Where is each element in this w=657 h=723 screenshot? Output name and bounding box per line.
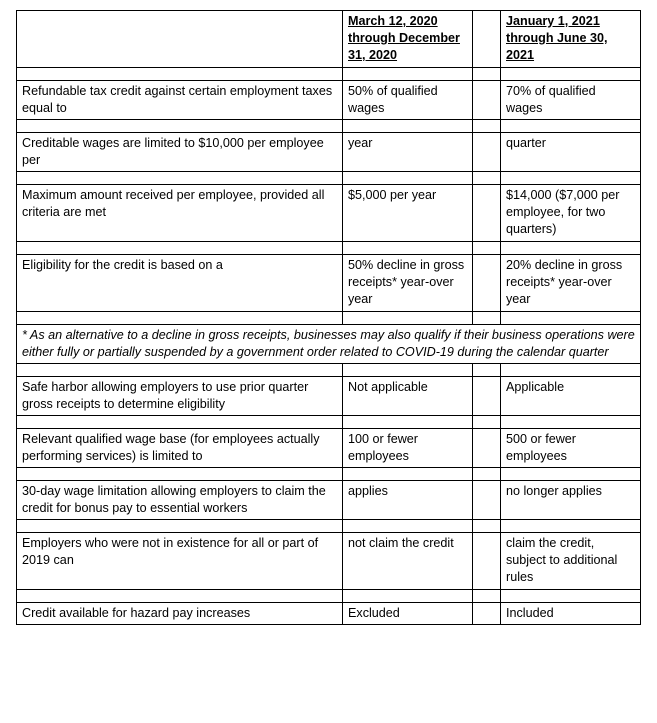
table-row: [17, 81, 641, 120]
row-label: Safe harbor allowing employers to use prior quarter gross receipts to determine eligibility: [17, 377, 343, 416]
table-row: [17, 429, 641, 468]
row-value-2020: $5,000 per year: [343, 185, 473, 242]
header-period-1-text: March 12, 2020 through December 31, 2020: [348, 14, 460, 62]
row-label: Refundable tax credit against certain employment taxes equal to: [17, 81, 343, 120]
gap-cell: [473, 185, 501, 242]
gap-cell: [473, 603, 501, 625]
footnote-row: [17, 325, 641, 364]
spacer-row: [17, 468, 641, 481]
header-empty-cell: [17, 11, 343, 68]
row-value-2021: no longer applies: [501, 481, 641, 520]
spacer-row: [17, 520, 641, 533]
table-row: [17, 133, 641, 172]
header-row: [17, 11, 641, 68]
row-value-2021: claim the credit, subject to additional rules: [501, 533, 641, 590]
comparison-document: [16, 10, 640, 625]
spacer-row: [17, 364, 641, 377]
gap-cell: [473, 377, 501, 416]
gap-cell: [473, 133, 501, 172]
row-value-2020: 50% of qualified wages: [343, 81, 473, 120]
row-label: Creditable wages are limited to $10,000 per employee per: [17, 133, 343, 172]
header-period-2-text: January 1, 2021 through June 30, 2021: [506, 14, 608, 62]
spacer-row: [17, 120, 641, 133]
header-period-2: [501, 11, 641, 68]
row-value-2020: year: [343, 133, 473, 172]
row-label: 30-day wage limitation allowing employers to claim the credit for bonus pay to essential workers: [17, 481, 343, 520]
gap-cell: [473, 533, 501, 590]
gap-cell: [473, 11, 501, 68]
row-value-2021: 500 or fewer employees: [501, 429, 641, 468]
row-label: Maximum amount received per employee, provided all criteria are met: [17, 185, 343, 242]
row-value-2020: 50% decline in gross receipts* year-over year: [343, 255, 473, 312]
table-row: [17, 533, 641, 590]
row-value-2020: Excluded: [343, 603, 473, 625]
spacer-row: [17, 242, 641, 255]
row-value-2021: Included: [501, 603, 641, 625]
row-value-2021: 70% of qualified wages: [501, 81, 641, 120]
table-row: [17, 481, 641, 520]
row-value-2021: $14,000 ($7,000 per employee, for two quarters): [501, 185, 641, 242]
table-row: [17, 185, 641, 242]
row-label: Employers who were not in existence for all or part of 2019 can: [17, 533, 343, 590]
spacer-row: [17, 416, 641, 429]
spacer-row: [17, 68, 641, 81]
row-value-2021: Applicable: [501, 377, 641, 416]
spacer-row: [17, 312, 641, 325]
row-value-2021: 20% decline in gross receipts* year-over year: [501, 255, 641, 312]
header-period-1: [343, 11, 473, 68]
row-value-2020: Not applicable: [343, 377, 473, 416]
table-row: [17, 603, 641, 625]
gap-cell: [473, 255, 501, 312]
table-row: [17, 377, 641, 416]
row-value-2021: quarter: [501, 133, 641, 172]
comparison-table: [16, 10, 641, 625]
row-label: Credit available for hazard pay increases: [17, 603, 343, 625]
gap-cell: [473, 429, 501, 468]
row-value-2020: 100 or fewer employees: [343, 429, 473, 468]
row-value-2020: applies: [343, 481, 473, 520]
table-row: [17, 255, 641, 312]
row-value-2020: not claim the credit: [343, 533, 473, 590]
spacer-row: [17, 172, 641, 185]
footnote: * As an alternative to a decline in gross receipts, businesses may also qualify if their business operations were either fully or partially suspended by a government order related to COVID-19 during the calendar quarter: [17, 325, 641, 364]
gap-cell: [473, 81, 501, 120]
row-label: Eligibility for the credit is based on a: [17, 255, 343, 312]
gap-cell: [473, 481, 501, 520]
spacer-row: [17, 590, 641, 603]
row-label: Relevant qualified wage base (for employees actually performing services) is limited to: [17, 429, 343, 468]
